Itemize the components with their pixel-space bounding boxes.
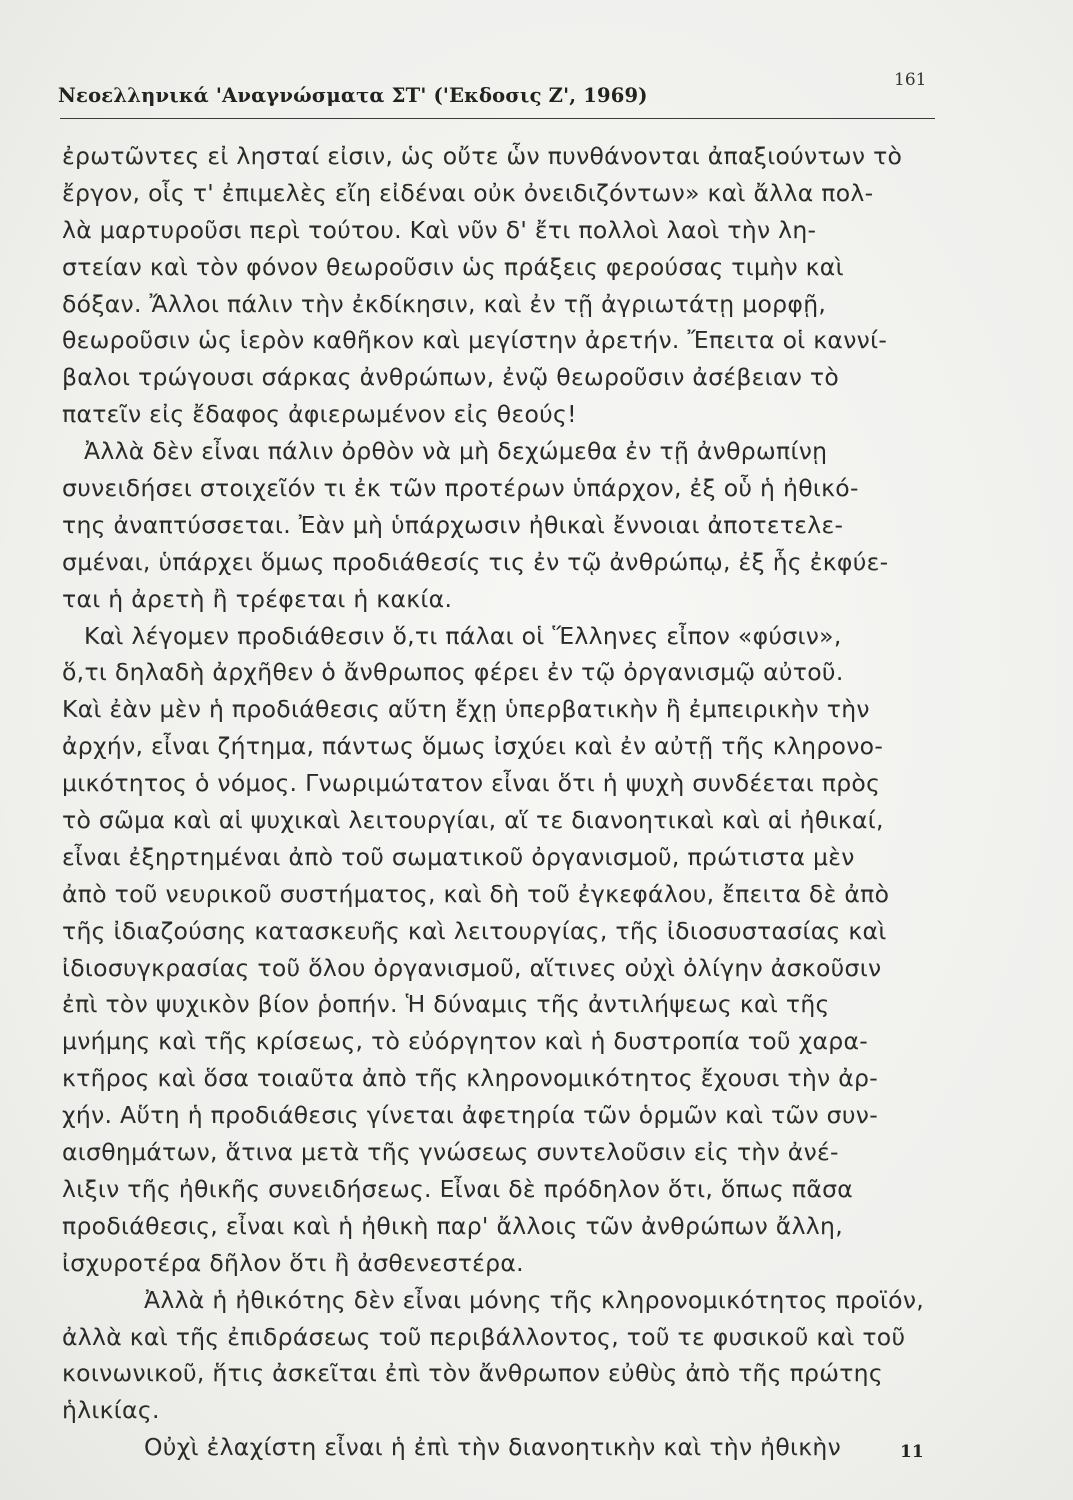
text-line: λιξιν τῆς ἠθικῆς συνειδήσεως. Εἶναι δὲ πρόδηλον ὅτι, ὅπως πᾶσα [62,1174,854,1203]
text-line: ἀρχήν, εἶναι ζήτημα, πάντως ὅμως ἰσχύει καὶ ἐν αὐτῇ τῆς κληρονο- [62,732,884,761]
text-line: αισθημάτων, ἅτινα μετὰ τῆς γνώσεως συντελοῦσιν εἰς τὴν ἀνέ- [62,1138,839,1167]
header-divider [60,118,935,119]
text-line: ἡλικίας. [62,1396,160,1425]
paragraph-start-line: Οὐχὶ ἐλαχίστη εἶναι ἡ ἐπὶ τὴν διανοητικὴν καὶ τὴν ἠθικὴν [144,1433,842,1462]
running-header-title: Νεοελληνικά 'Αναγνώσματα ΣΤ' ('Εκδοσις Ζ', 1969) [58,84,648,107]
text-line: δόξαν. Ἄλλοι πάλιν τὴν ἐκδίκησιν, καὶ ἐν τῇ ἀγριωτάτῃ μορφῇ, [62,289,827,318]
text-line: λὰ μαρτυροῦσι περὶ τούτου. Καὶ νῦν δ' ἔτι πολλοὶ λαοὶ τὴν λη- [62,215,817,244]
text-line: Καὶ ἐὰν μὲν ἡ προδιάθεσις αὕτη ἔχῃ ὑπερβατικὴν ἢ ἐμπειρικὴν τὴν [62,695,870,724]
page-number: 161 [894,70,927,90]
text-line: ται ἡ ἀρετὴ ἢ τρέφεται ἡ κακία. [62,584,453,613]
text-line: βαλοι τρώγουσι σάρκας ἀνθρώπων, ἐνῷ θεωροῦσιν ἀσέβειαν τὸ [62,363,840,392]
paragraph-start-line: Ἀλλὰ ἡ ἠθικότης δὲν εἶναι μόνης τῆς κληρονομικότητος προϊόν, [144,1285,925,1314]
signature-number: 11 [900,1442,924,1462]
text-line: πατεῖν εἰς ἔδαφος ἀφιερωμένον εἰς θεούς! [62,400,577,429]
text-line: ἀπὸ τοῦ νευρικοῦ συστήματος, καὶ δὴ τοῦ ἐγκεφάλου, ἔπειτα δὲ ἀπὸ [62,879,890,908]
text-line: μικότητος ὁ νόμος. Γνωριμώτατον εἶναι ὅτι ἡ ψυχὴ συνδέεται πρὸς [62,769,881,798]
text-line: κτῆρος καὶ ὅσα τοιαῦτα ἀπὸ τῆς κληρονομικότητος ἔχουσι τὴν ἀρ- [62,1064,879,1093]
text-line: της ἀναπτύσσεται. Ἐὰν μὴ ὑπάρχωσιν ἠθικαὶ ἔννοιαι ἀποτετελε- [62,510,844,539]
text-line: κοινωνικοῦ, ἥτις ἀσκεῖται ἐπὶ τὸν ἄνθρωπον εὐθὺς ἀπὸ τῆς πρώτης [62,1359,883,1388]
text-line: συνειδήσει στοιχεῖόν τι ἐκ τῶν προτέρων ὑπάρχον, ἐξ οὗ ἡ ἠθικό- [62,474,859,503]
text-line: σμέναι, ὑπάρχει ὅμως προδιάθεσίς τις ἐν τῷ ἀνθρώπῳ, ἐξ ἧς ἐκφύε- [62,547,889,576]
text-line: ἔργον, οἷς τ' ἐπιμελὲς εἴη εἰδέναι οὐκ ὀνειδιζόντων» καὶ ἄλλα πολ- [62,178,874,207]
text-line: ἰσχυροτέρα δῆλον ὅτι ἢ ἀσθενεστέρα. [62,1248,524,1277]
text-line: ἐπὶ τὸν ψυχικὸν βίον ῥοπήν. Ἡ δύναμις τῆς ἀντιλήψεως καὶ τῆς [62,990,830,1019]
text-line: τὸ σῶμα καὶ αἱ ψυχικαὶ λειτουργίαι, αἵ τε διανοητικαὶ καὶ αἱ ἠθικαί, [62,806,884,835]
text-line: ὅ,τι δηλαδὴ ἀρχῆθεν ὁ ἄνθρωπος φέρει ἐν τῷ ὀργανισμῷ αὐτοῦ. [62,658,844,687]
body-text [62,138,942,1466]
text-line: εἶναι ἐξηρτημέναι ἀπὸ τοῦ σωματικοῦ ὀργανισμοῦ, πρώτιστα μὲν [62,842,855,871]
text-line: τῆς ἰδιαζούσης κατασκευῆς καὶ λειτουργίας, τῆς ἰδιοσυστασίας καὶ [62,916,887,945]
text-line: ἀλλὰ καὶ τῆς ἐπιδράσεως τοῦ περιβάλλοντος, τοῦ τε φυσικοῦ καὶ τοῦ [62,1322,906,1351]
text-line: μνήμης καὶ τῆς κρίσεως, τὸ εὐόργητον καὶ ἡ δυστροπία τοῦ χαρα- [62,1027,869,1056]
text-line: χήν. Αὕτη ἡ προδιάθεσις γίνεται ἀφετηρία τῶν ὁρμῶν καὶ τῶν συν- [62,1101,878,1130]
text-line: στείαν καὶ τὸν φόνον θεωροῦσιν ὡς πράξεις φερούσας τιμὴν καὶ [62,252,844,281]
text-line: ἐρωτῶντες εἰ λησταί εἰσιν, ὡς οὔτε ὧν πυνθάνονται ἀπαξιούντων τὸ [62,142,903,170]
text-line: ἰδιοσυγκρασίας τοῦ ὅλου ὀργανισμοῦ, αἵτινες οὐχὶ ὀλίγην ἀσκοῦσιν [62,953,882,982]
text-line: θεωροῦσιν ὡς ἱερὸν καθῆκον καὶ μεγίστην ἀρετήν. Ἔπειτα οἱ καννί- [62,326,888,355]
paragraph-start-line: Ἀλλὰ δὲν εἶναι πάλιν ὀρθὸν νὰ μὴ δεχώμεθα ἐν τῇ ἀνθρωπίνῃ [84,437,828,466]
text-line: προδιάθεσις, εἶναι καὶ ἡ ἠθικὴ παρ' ἄλλοις τῶν ἀνθρώπων ἄλλη, [62,1211,843,1240]
paragraph-start-line: Καὶ λέγομεν προδιάθεσιν ὅ,τι πάλαι οἱ Ἕλληνες εἶπον «φύσιν», [84,621,842,650]
